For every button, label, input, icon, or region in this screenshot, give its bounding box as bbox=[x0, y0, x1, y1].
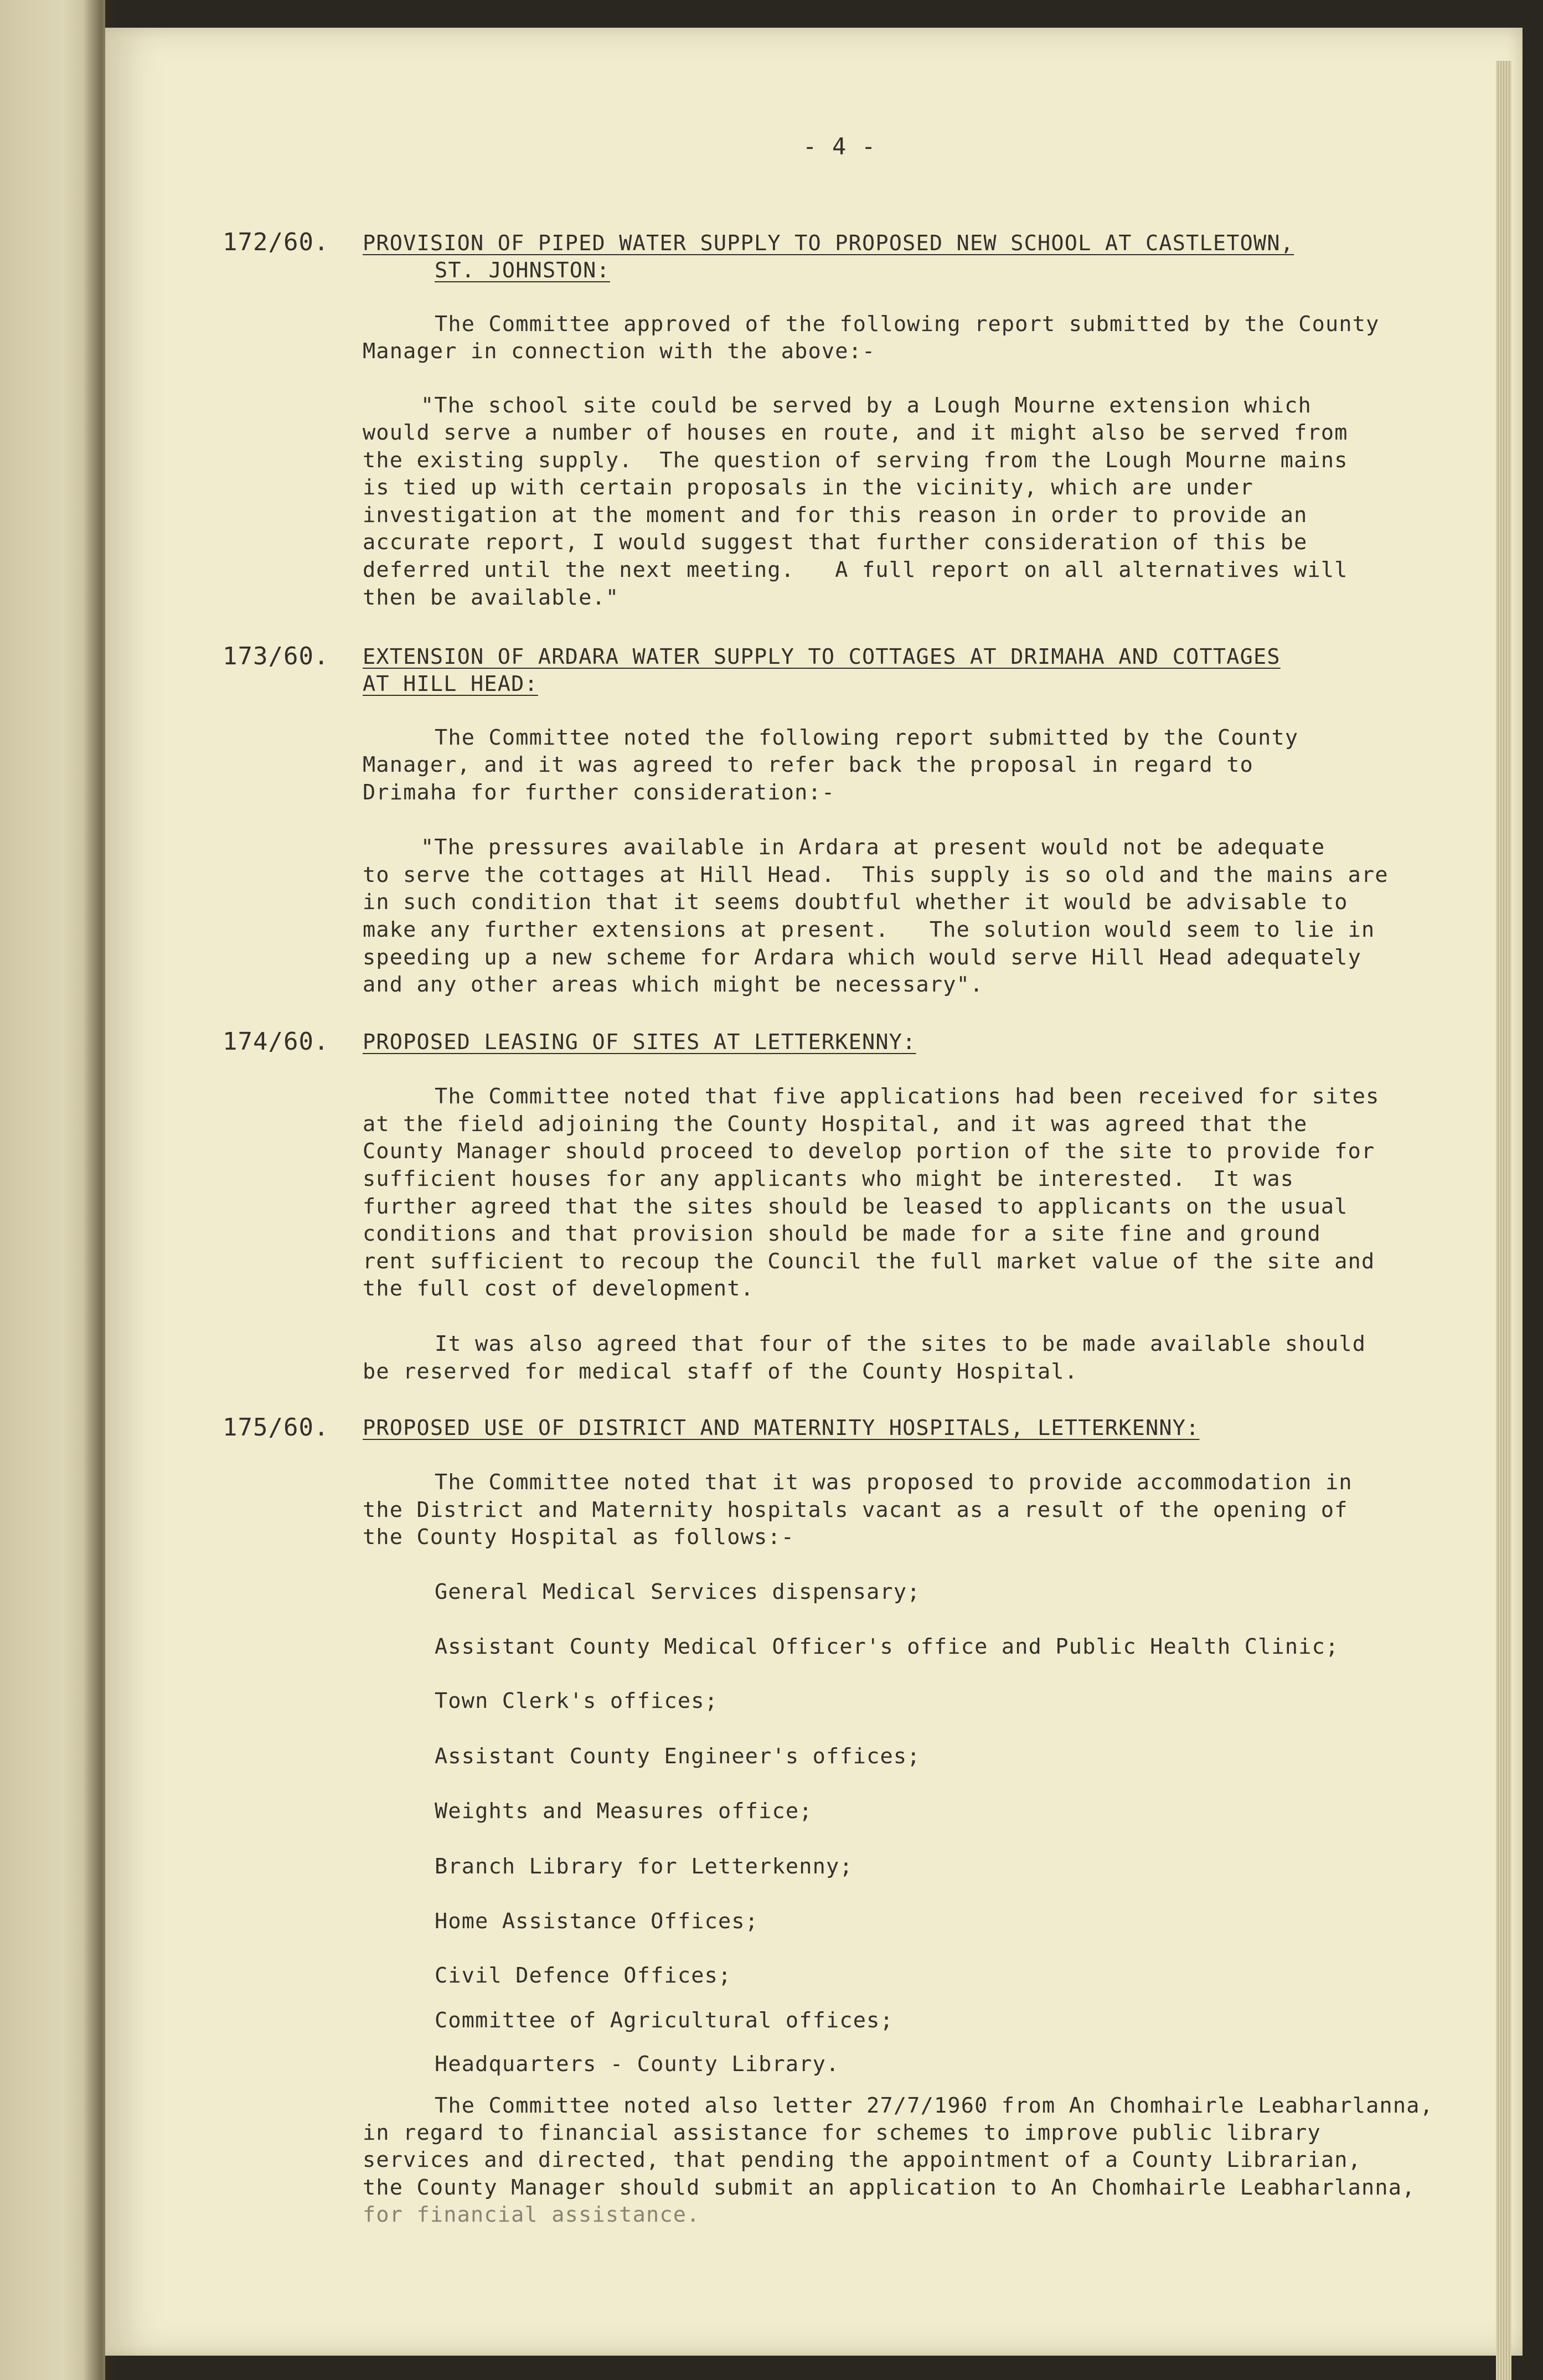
list-item: Home Assistance Offices; bbox=[435, 1909, 759, 1934]
list-item: Headquarters - County Library. bbox=[435, 2052, 840, 2077]
body-line: for financial assistance. bbox=[363, 2202, 700, 2227]
quote-line: and any other areas which might be necessary". bbox=[363, 972, 984, 997]
list-item: Branch Library for Letterkenny; bbox=[435, 1854, 853, 1879]
body-line: Drimaha for further consideration:- bbox=[363, 780, 835, 805]
quote-line: make any further extensions at present. The solution would seem to lie in bbox=[363, 917, 1375, 942]
quote-line: then be available." bbox=[363, 585, 620, 610]
minute-number: 174/60. bbox=[223, 1028, 329, 1056]
body-line: Manager, and it was agreed to refer back the proposal in regard to bbox=[363, 752, 1254, 777]
body-line: the County Hospital as follows:- bbox=[363, 1525, 795, 1550]
section-heading: ST. JOHNSTON: bbox=[435, 258, 610, 283]
list-item: Civil Defence Offices; bbox=[435, 1963, 732, 1988]
body-line: County Manager should proceed to develop portion of the site to provide for bbox=[363, 1139, 1375, 1164]
list-item: General Medical Services dispensary; bbox=[435, 1579, 921, 1604]
quote-line: "The school site could be served by a Lough Mourne extension which bbox=[421, 393, 1312, 418]
body-line: in regard to financial assistance for schemes to improve public library bbox=[363, 2120, 1321, 2145]
list-item: Assistant County Medical Officer's office and Public Health Clinic; bbox=[435, 1634, 1339, 1659]
body-line: sufficient houses for any applicants who might be interested. It was bbox=[363, 1166, 1294, 1191]
list-item: Assistant County Engineer's offices; bbox=[435, 1744, 921, 1769]
list-item: Weights and Measures office; bbox=[435, 1799, 813, 1824]
page-stack-edge bbox=[1496, 61, 1511, 2380]
body-line: the District and Maternity hospitals vacant as a result of the opening of bbox=[363, 1498, 1348, 1522]
body-line: at the field adjoining the County Hospital, and it was agreed that the bbox=[363, 1112, 1308, 1137]
page-number: - 4 - bbox=[803, 133, 876, 160]
quote-line: would serve a number of houses en route, and it might also be served from bbox=[363, 420, 1348, 445]
quote-line: in such condition that it seems doubtful whether it would be advisable to bbox=[363, 890, 1348, 915]
list-item: Committee of Agricultural offices; bbox=[435, 2008, 894, 2033]
body-line: The Committee approved of the following report submitted by the County bbox=[435, 312, 1380, 337]
quote-line: investigation at the moment and for this reason in order to provide an bbox=[363, 503, 1308, 528]
body-line: be reserved for medical staff of the County Hospital. bbox=[363, 1359, 1078, 1384]
body-line: The Committee noted also letter 27/7/1960 from An Chomhairle Leabharlanna, bbox=[435, 2093, 1434, 2118]
section-heading: PROVISION OF PIPED WATER SUPPLY TO PROPOSED NEW SCHOOL AT CASTLETOWN, bbox=[363, 231, 1294, 256]
body-line: The Committee noted that it was proposed to provide accommodation in bbox=[435, 1470, 1353, 1495]
body-line: the County Manager should submit an application to An Chomhairle Leabharlanna, bbox=[363, 2175, 1416, 2200]
quote-line: deferred until the next meeting. A full report on all alternatives will bbox=[363, 557, 1348, 582]
body-line: further agreed that the sites should be leased to applicants on the usual bbox=[363, 1194, 1348, 1219]
quote-line: is tied up with certain proposals in the vicinity, which are under bbox=[363, 475, 1254, 500]
quote-line: the existing supply. The question of serving from the Lough Mourne mains bbox=[363, 448, 1348, 473]
body-line: The Committee noted the following report submitted by the County bbox=[435, 725, 1299, 750]
body-line: rent sufficient to recoup the Council the full market value of the site and bbox=[363, 1249, 1375, 1274]
body-line: services and directed, that pending the appointment of a County Librarian, bbox=[363, 2147, 1362, 2172]
body-line: The Committee noted that five applications had been received for sites bbox=[435, 1084, 1380, 1109]
minute-number: 175/60. bbox=[223, 1413, 329, 1442]
body-line: conditions and that provision should be made for a site fine and ground bbox=[363, 1221, 1321, 1246]
quote-line: "The pressures available in Ardara at present would not be adequate bbox=[421, 835, 1325, 860]
minute-number: 173/60. bbox=[223, 642, 329, 670]
section-heading: EXTENSION OF ARDARA WATER SUPPLY TO COTTAGES AT DRIMAHA AND COTTAGES bbox=[363, 644, 1281, 669]
section-heading: AT HILL HEAD: bbox=[363, 672, 538, 696]
minute-number: 172/60. bbox=[223, 228, 329, 256]
quote-line: accurate report, I would suggest that further consideration of this be bbox=[363, 530, 1308, 555]
body-line: the full cost of development. bbox=[363, 1276, 754, 1301]
body-line: It was also agreed that four of the sites to be made available should bbox=[435, 1331, 1366, 1356]
quote-line: to serve the cottages at Hill Head. This supply is so old and the mains are bbox=[363, 863, 1389, 887]
quote-line: speeding up a new scheme for Ardara which would serve Hill Head adequately bbox=[363, 945, 1362, 970]
section-heading: PROPOSED USE OF DISTRICT AND MATERNITY HOSPITALS, LETTERKENNY: bbox=[363, 1416, 1200, 1441]
list-item: Town Clerk's offices; bbox=[435, 1689, 718, 1713]
body-line: Manager in connection with the above:- bbox=[363, 339, 876, 364]
section-heading: PROPOSED LEASING OF SITES AT LETTERKENNY: bbox=[363, 1030, 916, 1055]
page-sheet bbox=[105, 28, 1523, 2356]
